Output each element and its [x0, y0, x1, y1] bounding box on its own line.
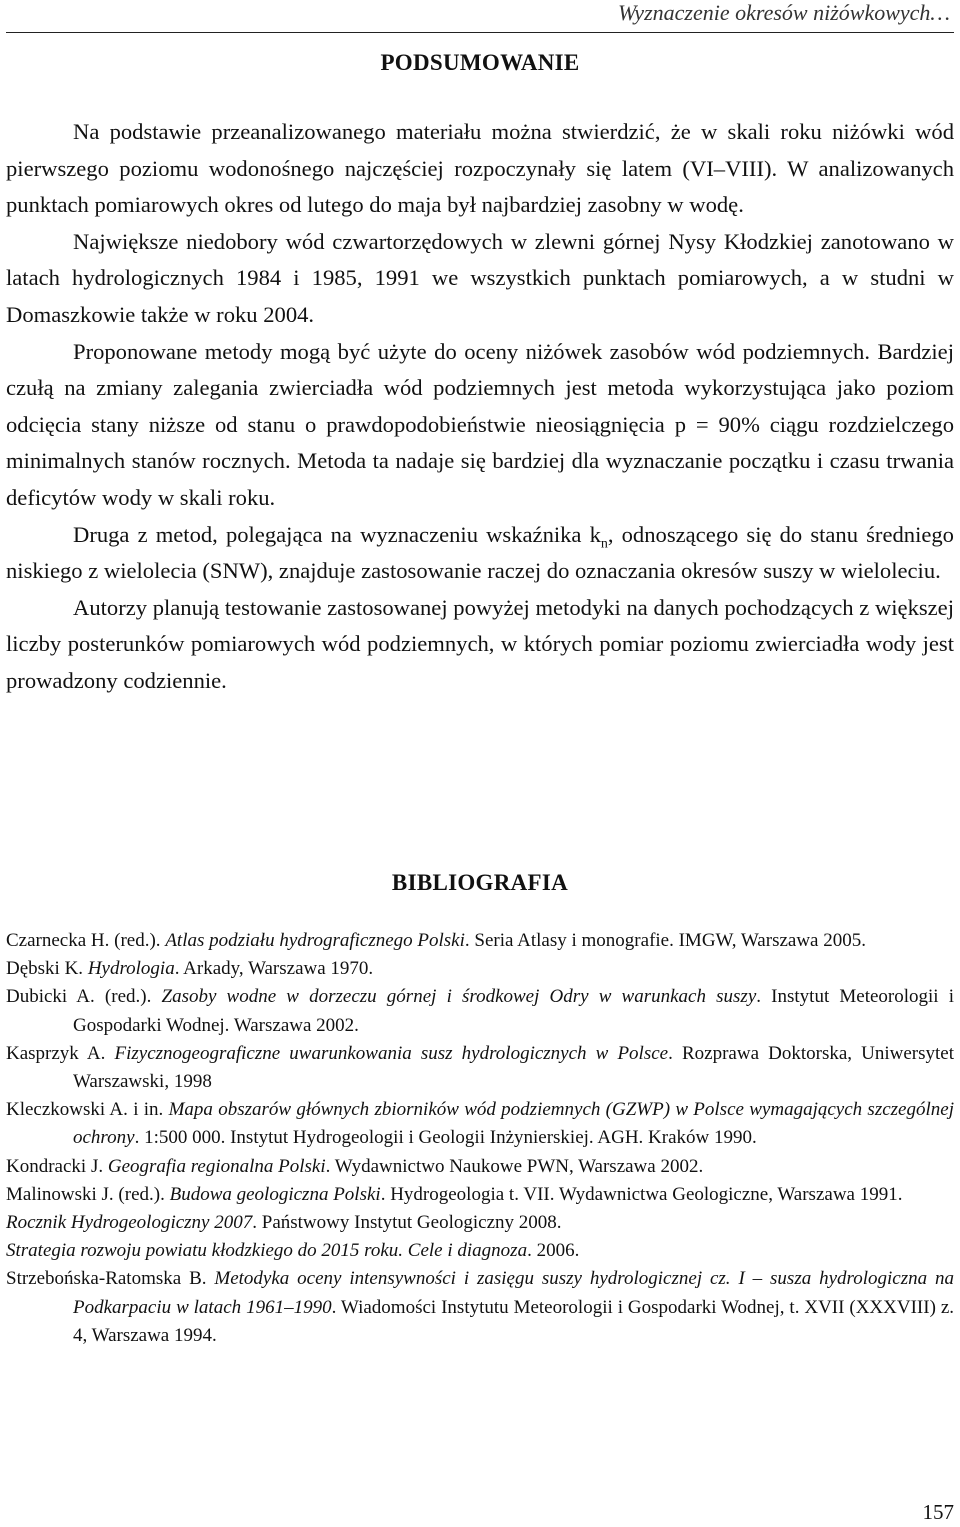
summary-paragraph-1: Na podstawie przeanalizowanego materiału można stwierdzić, że w skali roku niżówki wód pierwszego poziomu wodonośnego najczęściej rozpoczynały się latem (VI–VIII). W analizowanych punktach pomiarowych okres od lutego do maja był najbardziej zasobny w wodę. [6, 119, 954, 218]
running-header [6, 0, 954, 33]
entry-author: Dubicki A. (red.). [6, 986, 162, 1008]
summary-paragraph-4 [6, 517, 954, 590]
summary-heading: PODSUMOWANIE [380, 50, 580, 75]
summary-paragraph-2: Największe niedobory wód czwartorzędowych w zlewni górnej Nysy Kłodzkiej zanotowano w latach hydrologicznych 1984 i 1985, 1991 we wszystkich punktach pomiarowych, a w studni w Domaszkowie także w roku 2004. [6, 228, 954, 327]
summary-paragraph-5: Autorzy planują testowanie zastosowanej powyżej metodyki na danych pochodzących z większej liczby posterunków pomiarowych wód podziemnych, w których pomiar poziomu zwierciadła wody jest prowadzony codziennie. [6, 594, 954, 693]
entry-title: Hydrologia [87, 958, 175, 980]
entry-author: Czarnecka H. (red.). [6, 930, 166, 951]
running-title: Wyznaczenie okresów niżówkowych… [618, 0, 950, 25]
entry-title: Fizycznogeograficzne uwarunkowania susz hydrologicznych w Polsce [114, 1042, 669, 1064]
entry-publication: . Państwowy Instytut Geologiczny 2008. [252, 1212, 562, 1234]
bibliography-entry [6, 1153, 954, 1181]
entry-author: Kondracki J. [6, 1155, 108, 1177]
entry-publication: . 1:500 000. Instytut Hydrogeologii i Geologii Inżynierskiej. AGH. Kraków 1990. [134, 1127, 757, 1149]
bibliography-entry [6, 1040, 954, 1096]
bibliography-entry [6, 927, 954, 955]
entry-publication: . Rozprawa Doktorska, Uniwersytet Warszawski, 1998 [73, 1042, 955, 1093]
summary-paragraph-3: Proponowane metody mogą być użyte do oceny niżówek zasobów wód podziemnych. Bardziej czułą na zmiany zalegania zwierciadła wód podziemnych jest metoda wykorzystująca jako poziom odcięcia stany niższe od stanu o prawdopodobieństwie nieosiągnięcia p = 90% ciągu rozdzielczego minimalnych stanów rocznych. Metoda ta nadaje się bardziej dla wyznaczanie początku i czasu trwania deficytów wody w skali roku. [6, 338, 954, 510]
entry-author: Malinowski J. (red.). [6, 1183, 170, 1205]
bibliography-entry [6, 955, 954, 983]
entry-title: Atlas podziału hydrograficznego Polski [165, 930, 465, 951]
bibliography-entry [6, 1096, 954, 1152]
entry-title: Strategia rozwoju powiatu kłodzkiego do 2015 roku. Cele i diagnoza [6, 1240, 528, 1262]
bibliography-heading: BIBLIOGRAFIA [391, 870, 569, 895]
entry-publication: . Wiadomości Instytutu Meteorologii i Gospodarki Wodnej, t. XVII (XXXVIII) z. 4, Warszawa 1994. [73, 1296, 955, 1346]
bibliography-entry [6, 983, 954, 1039]
bibliography-entry [6, 1265, 954, 1350]
paragraph-4-text-start: Druga z metod, polegająca na wyznaczeniu wskaźnika k [73, 521, 601, 547]
entry-publication: . Seria Atlasy i monografie. IMGW, Warszawa 2005. [464, 930, 866, 951]
entry-publication: . Hydrogeologia t. VII. Wydawnictwa Geologiczne, Warszawa 1991. [380, 1183, 903, 1205]
subscript-n: n [600, 536, 608, 552]
bibliography-entry [6, 1209, 954, 1237]
entry-title: Budowa geologiczna Polski [169, 1183, 381, 1205]
entry-author: Strzebońska-Ratomska B. [6, 1268, 215, 1290]
bibliography-list [6, 927, 954, 1350]
summary-body [6, 114, 954, 700]
entry-title: Metodyka oceny intensywności i zasięgu suszy hydrologicznej cz. I – susza hydrologiczna na Podkarpaciu w latach 1961–1990 [73, 1268, 954, 1318]
entry-publication: . Arkady, Warszawa 1970. [174, 958, 374, 980]
bibliography-entry [6, 1181, 954, 1209]
entry-publication: . 2006. [527, 1240, 580, 1262]
entry-author: Kasprzyk A. [6, 1042, 115, 1064]
entry-title: Zasoby wodne w dorzeczu górnej i środkowej Odry w warunkach suszy [161, 986, 757, 1008]
entry-title: Geografia regionalna Polski [107, 1155, 326, 1177]
bibliography-entry [6, 1237, 954, 1265]
entry-author: Kleczkowski A. i in. [6, 1099, 169, 1121]
entry-publication: . Instytut Meteorologii i Gospodarki Wodnej. Warszawa 2002. [73, 986, 954, 1036]
paragraph-4-text-end: , odnoszącego się do stanu średniego niskiego z wielolecia (SNW), znajduje zastosowanie raczej do oznaczania okresów suszy w wieloleciu. [6, 521, 954, 584]
page-number: 157 [922, 1500, 954, 1524]
entry-publication: . Wydawnictwo Naukowe PWN, Warszawa 2002. [325, 1155, 704, 1177]
entry-title: Rocznik Hydrogeologiczny 2007 [6, 1212, 253, 1234]
entry-title: Mapa obszarów głównych zbiorników wód podziemnych (GZWP) w Polsce wymagających szczególnej ochrony [73, 1099, 954, 1149]
entry-author: Dębski K. [6, 958, 88, 980]
